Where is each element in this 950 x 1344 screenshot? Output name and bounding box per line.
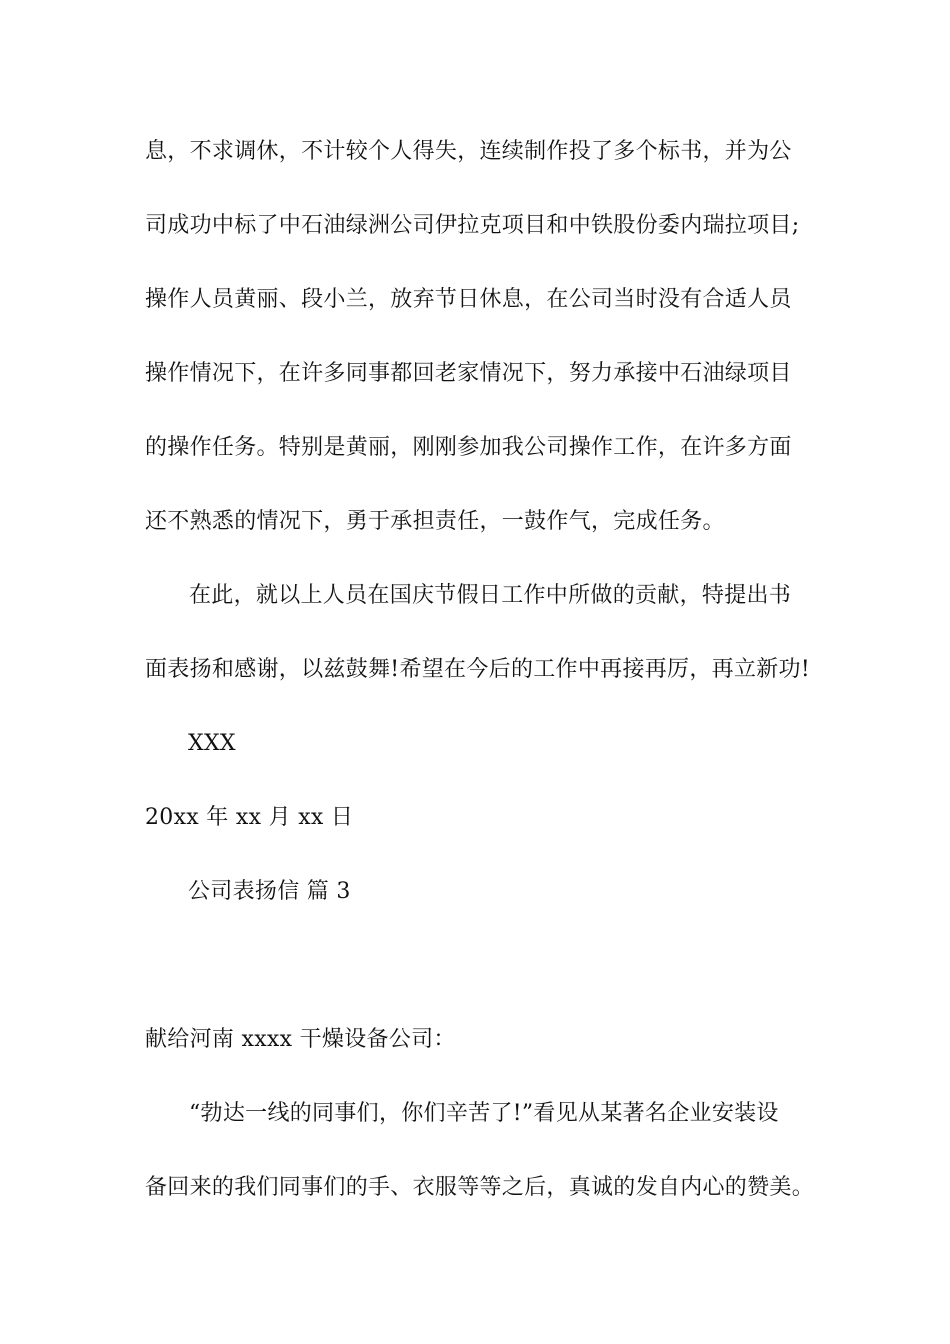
body-line-6: 还不熟悉的情况下，勇于承担责任，一鼓作气，完成任务。 (145, 509, 725, 534)
section-heading: 公司表扬信 篇 3 (188, 879, 351, 904)
body-line-10: 备回来的我们同事们的手、衣服等等之后，真诚的发自内心的赞美。 (145, 1175, 815, 1200)
signature-date: 20xx 年 xx 月 xx 日 (145, 805, 354, 830)
body-line-4: 操作情况下，在许多同事都回老家情况下，努力承接中石油绿项目 (145, 361, 792, 386)
body-line-1: 息，不求调休，不计较个人得失，连续制作投了多个标书，并为公 (145, 139, 792, 164)
body-line-8: 面表扬和感谢，以兹鼓舞!希望在今后的工作中再接再厉，再立新功! (145, 657, 810, 682)
body-line-5: 的操作任务。特别是黄丽，刚刚参加我公司操作工作，在许多方面 (145, 435, 792, 460)
signature-name: XXX (188, 731, 236, 756)
salutation: 献给河南 xxxx 干燥设备公司： (145, 1027, 456, 1052)
body-line-9: “勃达一线的同事们，你们辛苦了!”看见从某著名企业安装设 (189, 1101, 779, 1126)
body-line-2: 司成功中标了中石油绿洲公司伊拉克项目和中铁股份委内瑞拉项目; (145, 213, 800, 238)
body-line-3: 操作人员黄丽、段小兰，放弃节日休息，在公司当时没有合适人员 (145, 287, 792, 312)
body-line-7: 在此，就以上人员在国庆节假日工作中所做的贡献，特提出书 (189, 583, 792, 608)
